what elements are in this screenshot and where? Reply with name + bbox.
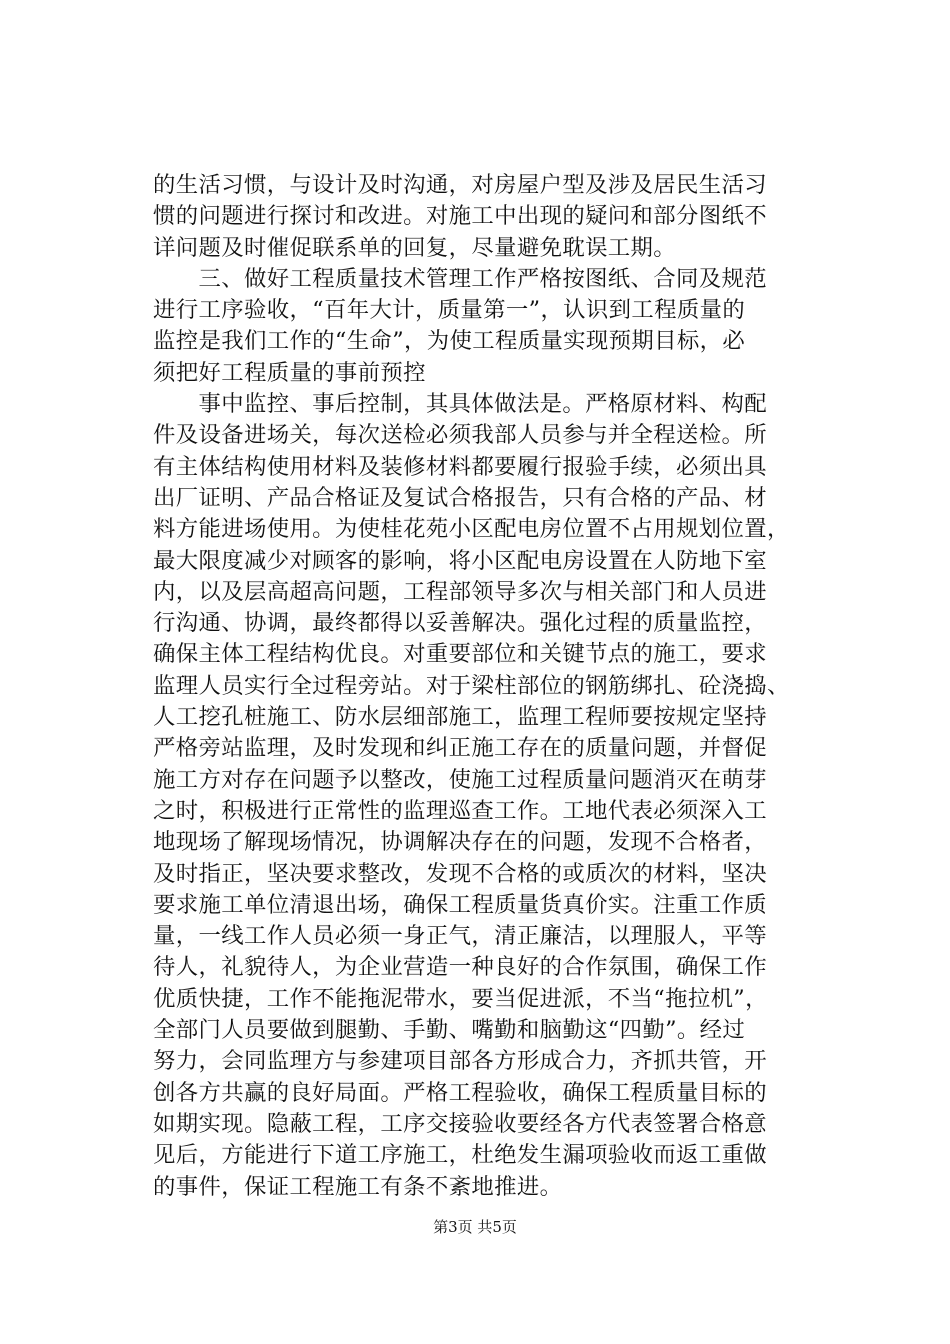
text-line: 惯的问题进行探讨和改进。对施工中出现的疑问和部分图纸不 [153, 203, 767, 230]
text-line: 优质快捷，工作不能拖泥带水，要当促进派，不当“拖拉机”， [153, 985, 768, 1012]
text-line: 件及设备进场关，每次送检必须我部人员参与并全程送检。所 [153, 422, 767, 449]
text-line: 量，一线工作人员必须一身正气，清正廉洁，以理服人，平等 [153, 923, 767, 950]
text-line: 见后，方能进行下道工序施工，杜绝发生漏项验收而返工重做 [153, 1142, 767, 1169]
text-line: 的事件，保证工程施工有条不紊地推进。 [153, 1173, 563, 1200]
text-line: 全部门人员要做到腿勤、手勤、嘴勤和脑勤这“四勤”。经过 [153, 1017, 746, 1044]
text-line: 详问题及时催促联系单的回复，尽量避免耽误工期。 [153, 234, 677, 261]
text-line: 有主体结构使用材料及装修材料都要履行报验手续，必须出具 [153, 453, 767, 480]
text-line: 地现场了解现场情况，协调解决存在的问题，发现不合格者， [153, 829, 767, 856]
text-line: 要求施工单位清退出场，确保工程质量货真价实。注重工作质 [153, 891, 767, 918]
text-line: 事中监控、事后控制，其具体做法是。严格原材料、构配 [153, 391, 767, 418]
text-line: 料方能进场使用。为使桂花苑小区配电房位置不占用规划位置， [153, 516, 790, 543]
text-line: 待人，礼貌待人，为企业营造一种良好的合作氛围，确保工作 [153, 954, 767, 981]
text-line: 行沟通、协调，最终都得以妥善解决。强化过程的质量监控， [153, 610, 767, 637]
text-line: 须把好工程质量的事前预控 [153, 359, 426, 386]
text-line: 及时指正，坚决要求整改，发现不合格的或质次的材料，坚决 [153, 860, 767, 887]
text-line: 内，以及层高超高问题，工程部领导多次与相关部门和人员进 [153, 578, 767, 605]
paragraph-3 [153, 389, 833, 1203]
text-line: 如期实现。隐蔽工程，工序交接验收要经各方代表签署合格意 [153, 1110, 767, 1137]
text-line: 施工方对存在问题予以整改，使施工过程质量问题消灭在萌芽 [153, 766, 767, 793]
text-line: 三、做好工程质量技术管理工作严格按图纸、合同及规范 [153, 265, 767, 292]
text-line: 严格旁站监理，及时发现和纠正施工存在的质量问题，并督促 [153, 735, 767, 762]
page-number-footer: 第3页 共5页 [433, 1218, 517, 1236]
text-line: 最大限度减少对顾客的影响，将小区配电房设置在人防地下室 [153, 547, 767, 574]
text-line: 创各方共赢的良好局面。严格工程验收，确保工程质量目标的 [153, 1079, 767, 1106]
text-line: 出厂证明、产品合格证及复试合格报告，只有合格的产品、材 [153, 484, 767, 511]
text-line: 努力，会同监理方与参建项目部各方形成合力，齐抓共管，开 [153, 1048, 767, 1075]
text-line: 监理人员实行全过程旁站。对于梁柱部位的钢筋绑扎、砼浇捣、 [153, 672, 790, 699]
text-line: 之时，积极进行正常性的监理巡查工作。工地代表必须深入工 [153, 797, 767, 824]
paragraph-2 [153, 264, 833, 389]
text-line: 确保主体工程结构优良。对重要部位和关键节点的施工，要求 [153, 641, 767, 668]
document-body [153, 170, 833, 1203]
paragraph-1 [153, 170, 833, 264]
text-line: 的生活习惯，与设计及时沟通，对房屋户型及涉及居民生活习 [153, 172, 767, 198]
text-line: 进行工序验收，“百年大计，质量第一”，认识到工程质量的 [153, 297, 746, 324]
text-line: 人工挖孔桩施工、防水层细部施工，监理工程师要按规定坚持 [153, 704, 767, 731]
text-line: 监控是我们工作的“生命”，为使工程质量实现预期目标，必 [153, 328, 746, 355]
